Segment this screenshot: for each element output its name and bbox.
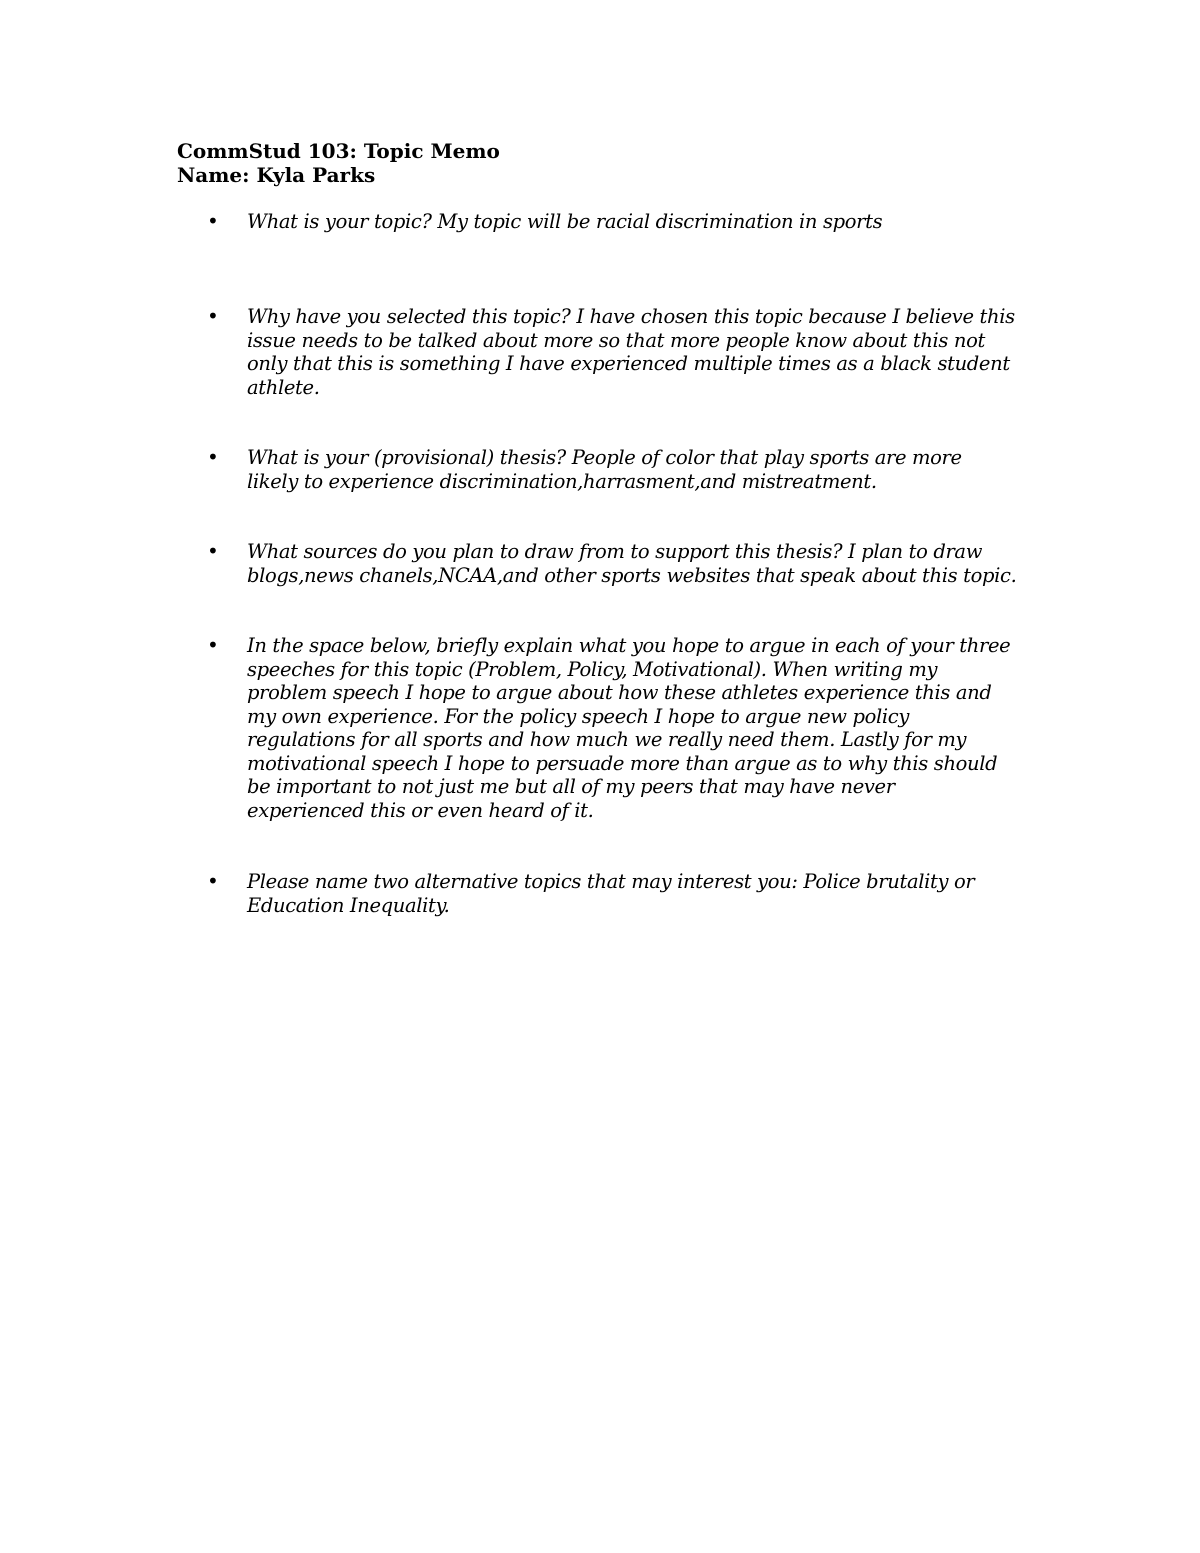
bullet-icon: • <box>207 445 219 469</box>
student-name: Name: Kyla Parks <box>177 163 376 187</box>
text-line: What is your (provisional) thesis? People of color that play sports are more <box>247 446 962 469</box>
question-thesis-text <box>247 446 1037 493</box>
text-line: only that this is something I have experienced multiple times as a black student <box>247 352 1010 375</box>
question-sources-text <box>247 540 1037 587</box>
question-reason-text <box>247 305 1037 399</box>
question-alternatives-text <box>247 870 1037 917</box>
bullet-icon: • <box>207 633 219 657</box>
bullet-icon: • <box>207 869 219 893</box>
question-speeches-text <box>247 634 1037 822</box>
text-line: Please name two alternative topics that may interest you: Police brutality or <box>247 870 975 893</box>
text-line: be important to not just me but all of my peers that may have never <box>247 775 895 798</box>
text-line: What is your topic? My topic will be racial discrimination in sports <box>247 210 883 233</box>
text-line: my own experience. For the policy speech I hope to argue new policy <box>247 704 910 728</box>
bullet-icon: • <box>207 209 219 233</box>
text-line: motivational speech I hope to persuade more than argue as to why this should <box>247 751 998 775</box>
bullet-icon: • <box>207 539 219 563</box>
text-line: Why have you selected this topic? I have chosen this topic because I believe this <box>247 305 1015 328</box>
memo-header <box>177 139 1037 187</box>
text-line: speeches for this topic (Problem, Policy, Motivational). When writing my <box>247 657 938 681</box>
text-line: experienced this or even heard of it. <box>247 798 594 822</box>
text-line: In the space below, briefly explain what you hope to argue in each of your three <box>247 634 1011 657</box>
text-line: What sources do you plan to draw from to support this thesis? I plan to draw <box>247 540 983 563</box>
memo-title: CommStud 103: Topic Memo <box>177 139 500 163</box>
question-topic-text <box>247 210 1037 234</box>
text-line: problem speech I hope to argue about how these athletes experience this and <box>247 681 992 704</box>
text-line: likely to experience discrimination,harrasment,and mistreatment. <box>247 469 877 493</box>
text-line: regulations for all sports and how much we really need them. Lastly for my <box>247 728 967 751</box>
bullet-icon: • <box>207 304 219 328</box>
text-line: athlete. <box>247 375 320 399</box>
text-line: blogs,news chanels,NCAA,and other sports websites that speak about this topic. <box>247 563 1017 587</box>
text-line: issue needs to be talked about more so that more people know about this not <box>247 328 986 352</box>
text-line: Education Inequality. <box>247 893 450 917</box>
